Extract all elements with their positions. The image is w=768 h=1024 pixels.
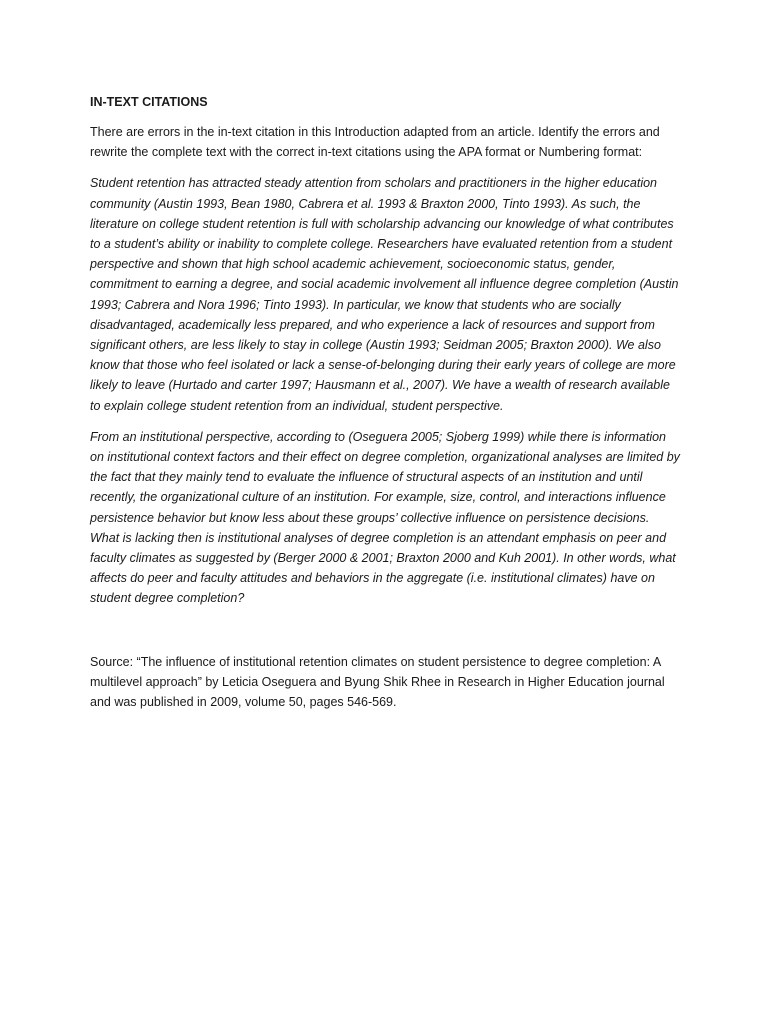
- document-heading: IN-TEXT CITATIONS: [90, 95, 208, 109]
- excerpt-paragraph-2: From an institutional perspective, according to (Oseguera 2005; Sjoberg 1999) while there is information on institutional context factors and their effect on degree completion, organizational analyses are limited by the fact that they mainly tend to evaluate the influence of structural aspects of an institution and until recently, the organizational culture of an institution. For example, size, control, and interactions influence persistence behavior but know less about these groups’ collective influence on persistence decisions. What is lacking then is institutional analyses of degree completion is an attendant emphasis on peer and faculty climates as suggested by (Berger 2000 & 2001; Braxton 2000 and Kuh 2001). In other words, what affects do peer and faculty attitudes and behaviors in the aggregate (i.e. institutional climates) have on student degree completion?: [90, 429, 680, 606]
- instructions-paragraph: There are errors in the in-text citation in this Introduction adapted from an article. Identify the errors and rewrite the complete text with the correct in-text citations using the APA format or Numbering format:: [90, 125, 660, 160]
- source-citation: Source: “The influence of institutional retention climates on student persistence to degree completion: A multilevel approach” by Leticia Oseguera and Byung Shik Rhee in Research in Higher Education journal and was published in 2009, volume 50, pages 546-569.: [90, 654, 665, 710]
- document-page: [90, 92, 680, 723]
- excerpt-paragraph-1: Student retention has attracted steady attention from scholars and practitioners in the higher education community (Austin 1993, Bean 1980, Cabrera et al. 1993 & Braxton 2000, Tinto 1993). As such, the literature on college student retention is full with scholarship advancing our knowledge of what contributes to a student’s ability or inability to complete college. Researchers have evaluated retention from a student perspective and shown that high school academic achievement, socioeconomic status, gender, commitment to earning a degree, and social academic involvement all influence degree completion (Austin 1993; Cabrera and Nora 1996; Tinto 1993). In particular, we know that students who are socially disadvantaged, academically less prepared, and who experience a lack of resources and support from significant others, are less likely to stay in college (Austin 1993; Seidman 2005; Braxton 2000). We also know that those who feel isolated or lack a sense-of-belonging during their early years of college are more likely to leave (Hurtado and carter 1997; Hausmann et al., 2007). We have a wealth of research available to explain college student retention from an individual, student perspective.: [90, 176, 679, 413]
